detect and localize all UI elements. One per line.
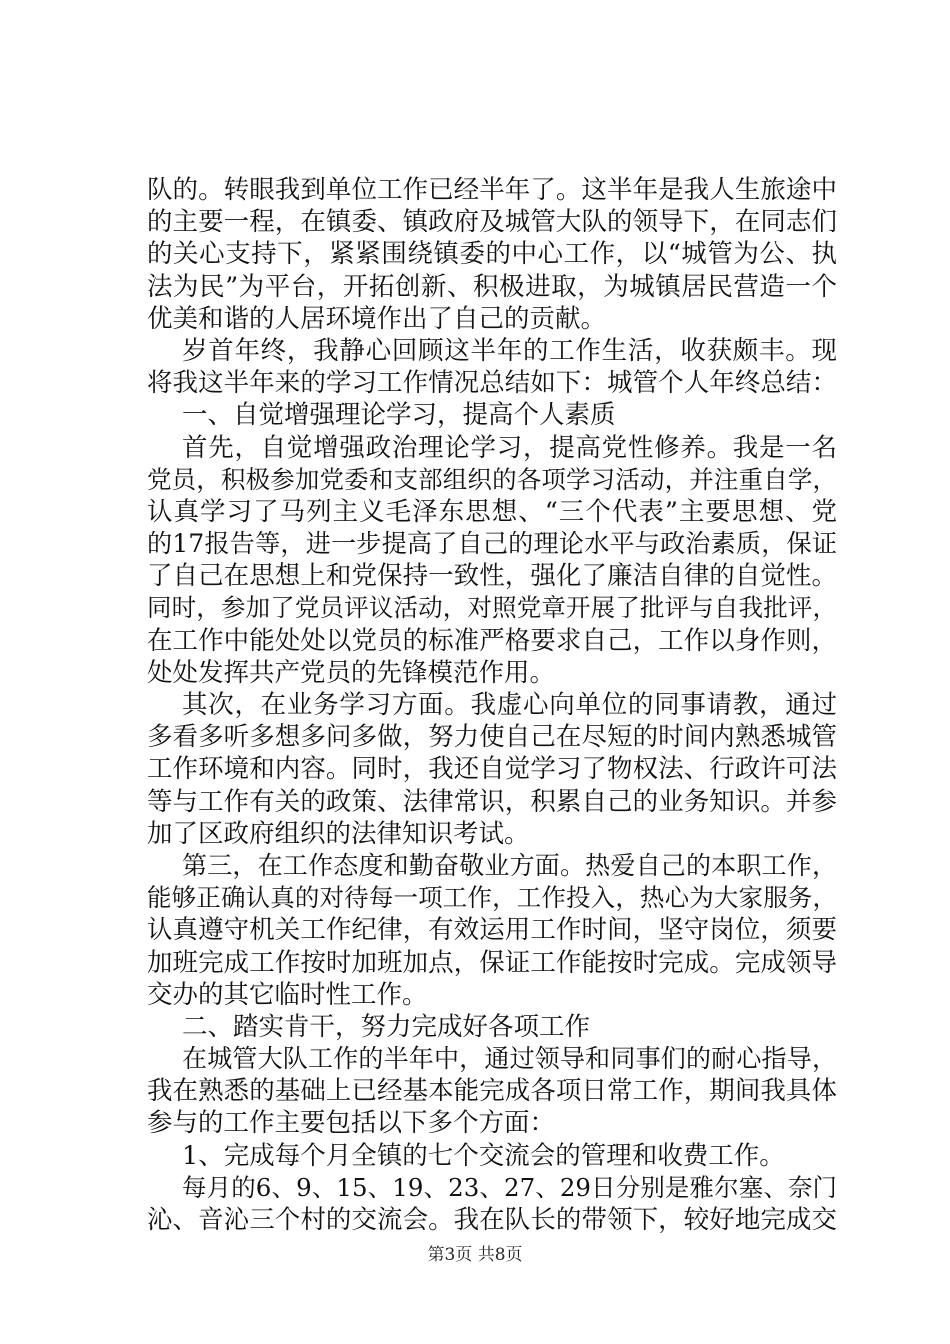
text-line: 岁首年终，我静心回顾这半年的工作生活，收获颇丰。现 [182, 335, 837, 366]
text-line: 了自己在思想上和党保持一致性，强化了廉洁自律的自觉性。 [147, 561, 837, 592]
text-line: 在工作中能处处以党员的标准严格要求自己，工作以身作则， [147, 625, 837, 656]
text-line: 法为民”为平台，开拓创新、积极进取，为城镇居民营造一个 [147, 271, 837, 302]
text-line: 队的。转眼我到单位工作已经半年了。这半年是我人生旅途中 [147, 175, 837, 205]
text-line: 认真学习了马列主义毛泽东思想、“三个代表”主要思想、党 [147, 496, 837, 527]
text-line: 的17报告等，进一步提高了自己的理论水平与政治素质，保证 [147, 529, 837, 559]
text-line: 同时，参加了党员评议活动，对照党章开展了批评与自我批评， [147, 593, 837, 623]
text-line: 能够正确认真的对待每一项工作，工作投入，热心为大家服务， [147, 883, 837, 913]
text-line: 第三，在工作态度和勤奋敬业方面。热爱自己的本职工作， [182, 850, 837, 880]
text-line: 每月的6、9、15、19、23、27、29日分别是雅尔塞、奈门 [182, 1172, 837, 1202]
text-line: 加了区政府组织的法律知识考试。 [147, 818, 530, 849]
text-line: 等与工作有关的政策、法律常识，积累自己的业务知识。并参 [147, 786, 837, 817]
text-line: 我在熟悉的基础上已经基本能完成各项日常工作，期间我具体 [147, 1076, 837, 1107]
text-line: 二、踏实肯干，努力完成好各项工作 [182, 1011, 591, 1042]
text-line: 一、自觉增强理论学习，提高个人素质 [182, 400, 616, 431]
text-line: 多看多听多想多问多做，努力使自己在尽短的时间内熟悉城管 [147, 722, 837, 753]
text-line: 交办的其它临时性工作。 [147, 979, 428, 1010]
text-line: 认真遵守机关工作纪律，有效运用工作时间，坚守岗位，须要 [147, 915, 837, 946]
text-line: 参与的工作主要包括以下多个方面： [147, 1108, 556, 1139]
document-body [147, 174, 837, 1236]
text-line: 1、完成每个月全镇的七个交流会的管理和收费工作。 [182, 1140, 785, 1171]
text-line: 在城管大队工作的半年中，通过领导和同事们的耐心指导， [182, 1044, 837, 1074]
text-line: 其次，在业务学习方面。我虚心向单位的同事请教，通过 [182, 690, 837, 720]
page-footer: 第3页 共8页 [427, 1245, 523, 1265]
text-line: 将我这半年来的学习工作情况总结如下：城管个人年终总结： [147, 368, 837, 399]
text-line: 的关心支持下，紧紧围绕镇委的中心工作，以“城管为公、执 [147, 239, 837, 270]
text-line: 沁、音沁三个村的交流会。我在队长的带领下，较好地完成交 [147, 1205, 837, 1235]
text-line: 处处发挥共产党员的先锋模范作用。 [147, 657, 556, 688]
text-line: 加班完成工作按时加班加点，保证工作能按时完成。完成领导 [147, 947, 837, 978]
text-line: 首先，自觉增强政治理论学习，提高党性修养。我是一名 [182, 432, 837, 463]
text-line: 党员，积极参加党委和支部组织的各项学习活动，并注重自学， [147, 464, 837, 494]
text-line: 的主要一程，在镇委、镇政府及城管大队的领导下，在同志们 [147, 207, 837, 238]
text-line: 优美和谐的人居环境作出了自己的贡献。 [147, 303, 607, 334]
text-line: 工作环境和内容。同时，我还自觉学习了物权法、行政许可法 [147, 754, 837, 785]
